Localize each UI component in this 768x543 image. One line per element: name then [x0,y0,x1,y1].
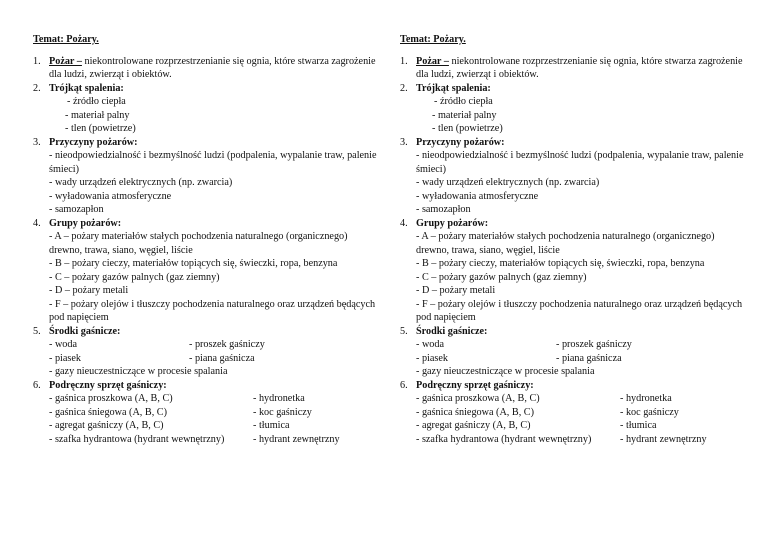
list-item: - szafka hydrantowa (hydrant wewnętrzny) [49,433,225,445]
section-heading: Podręczny sprzęt gaśniczy: [416,379,534,391]
section-number: 5. [400,325,408,337]
section-heading: Grupy pożarów: [49,217,122,229]
term-pozar: Pożar – [416,55,449,67]
list-item: - tlen (powietrze) [432,123,503,134]
list-item: - wyładowania atmosferyczne [416,190,539,202]
list-item: - wyładowania atmosferyczne [49,190,172,202]
list-item: - hydronetka [620,393,672,404]
list-item: - D – pożary metali [416,285,496,296]
section-definition [400,55,745,82]
list-item: - piasek [49,352,81,364]
list-item: - wady urządzeń elektrycznych (np. zwarcia) [49,177,233,188]
list-item: - gaśnica proszkowa (A, B, C) [416,393,540,404]
list-item: - tłumica [253,420,290,431]
list-row [416,419,745,433]
notes-column-left [33,33,378,446]
list-item: - hydronetka [253,393,305,404]
list-item: - samozapłon [416,204,471,215]
definition-text: niekontrolowane rozprzestrzenianie się ognia, które stwarza zagrożenie dla ludzi, zwierząt i obiektów. [416,55,743,80]
section-number: 4. [33,217,41,229]
list-item: - A – pożary materiałów stałych pochodzenia naturalnego (organicznego) drewno, trawa, siano, węgiel, liście [416,231,715,256]
list-item: - źródło ciepła [434,96,493,107]
list-row [49,433,378,447]
list-item: - materiał palny [65,109,130,121]
list-item: - samozapłon [49,204,104,215]
section-heading: Trójkąt spalenia: [49,82,124,94]
list-item: - gazy nieuczestniczące w procesie spalania [49,366,228,377]
list-row [49,352,378,366]
doc-title: Temat: Pożary. [400,34,466,45]
list-row [49,419,378,433]
section-fire-groups [400,217,745,325]
list-item: - wady urządzeń elektrycznych (np. zwarcia) [416,177,600,188]
list-item: - koc gaśniczy [253,406,312,418]
section-causes [33,136,378,217]
list-row [49,338,378,352]
section-number: 1. [33,55,41,67]
section-number: 4. [400,217,408,229]
section-equipment [400,379,745,447]
section-equipment [33,379,378,447]
section-number: 2. [400,82,408,94]
list-item: - gaśnica proszkowa (A, B, C) [49,393,173,404]
doc-title: Temat: Pożary. [33,34,99,45]
list-row [416,338,745,352]
term-pozar: Pożar – [49,55,82,67]
section-number: 3. [400,136,408,148]
list-item: - tlen (powietrze) [65,123,136,134]
section-extinguishing-agents [33,325,378,379]
list-item: - gaśnica śniegowa (A, B, C) [49,406,167,418]
section-heading: Środki gaśnicze: [416,325,488,337]
section-heading: Przyczyny pożarów: [49,136,138,148]
list-item: - C – pożary gazów palnych (gaz ziemny) [49,271,220,283]
list-item: - B – pożary cieczy, materiałów topiących się, świeczki, ropa, benzyna [416,258,705,269]
section-number: 5. [33,325,41,337]
list-item: - F – pożary olejów i tłuszczy pochodzenia naturalnego oraz urządzeń będących pod napięciem [416,298,743,323]
section-number: 2. [33,82,41,94]
definition-text: niekontrolowane rozprzestrzenianie się ognia, które stwarza zagrożenie dla ludzi, zwierząt i obiektów. [49,55,376,80]
list-item: - proszek gaśniczy [189,339,265,350]
list-item: - hydrant zewnętrzny [620,433,707,445]
list-item: - woda [416,339,445,350]
list-item: - gaśnica śniegowa (A, B, C) [416,406,534,418]
list-item: - piana gaśnicza [189,352,255,364]
list-row [49,392,378,406]
list-item: - tłumica [620,420,657,431]
section-fire-triangle [33,82,378,136]
section-causes [400,136,745,217]
section-number: 1. [400,55,408,67]
list-item: - C – pożary gazów palnych (gaz ziemny) [416,271,587,283]
list-item: - źródło ciepła [67,96,126,107]
list-row [416,392,745,406]
section-fire-triangle [400,82,745,136]
list-row [416,433,745,447]
section-definition [33,55,378,82]
list-item: - proszek gaśniczy [556,339,632,350]
list-item: - piana gaśnicza [556,352,622,364]
section-number: 6. [33,379,41,391]
list-row [49,406,378,420]
list-row [416,352,745,366]
list-item: - koc gaśniczy [620,406,679,418]
section-heading: Przyczyny pożarów: [416,136,505,148]
list-item: - B – pożary cieczy, materiałów topiących się, świeczki, ropa, benzyna [49,258,338,269]
section-heading: Podręczny sprzęt gaśniczy: [49,379,167,391]
list-item: - nieodpowiedzialność i bezmyślność ludzi (podpalenia, wypalanie traw, palenie śmieci) [49,150,377,175]
section-extinguishing-agents [400,325,745,379]
list-item: - D – pożary metali [49,285,129,296]
notes-column-right [400,33,745,446]
list-item: - F – pożary olejów i tłuszczy pochodzenia naturalnego oraz urządzeń będących pod napięciem [49,298,376,323]
list-item: - piasek [416,352,448,364]
list-item: - agregat gaśniczy (A, B, C) [49,420,164,431]
list-item: - nieodpowiedzialność i bezmyślność ludzi (podpalenia, wypalanie traw, palenie śmieci) [416,150,744,175]
list-item: - A – pożary materiałów stałych pochodzenia naturalnego (organicznego) drewno, trawa, siano, węgiel, liście [49,231,348,256]
section-fire-groups [33,217,378,325]
list-item: - szafka hydrantowa (hydrant wewnętrzny) [416,433,592,445]
section-heading: Grupy pożarów: [416,217,489,229]
list-row [416,406,745,420]
list-item: - hydrant zewnętrzny [253,433,340,445]
section-heading: Środki gaśnicze: [49,325,121,337]
list-item: - gazy nieuczestniczące w procesie spalania [416,366,595,377]
section-heading: Trójkąt spalenia: [416,82,491,94]
list-item: - agregat gaśniczy (A, B, C) [416,420,531,431]
list-item: - materiał palny [432,109,497,121]
section-number: 3. [33,136,41,148]
section-number: 6. [400,379,408,391]
list-item: - woda [49,339,78,350]
